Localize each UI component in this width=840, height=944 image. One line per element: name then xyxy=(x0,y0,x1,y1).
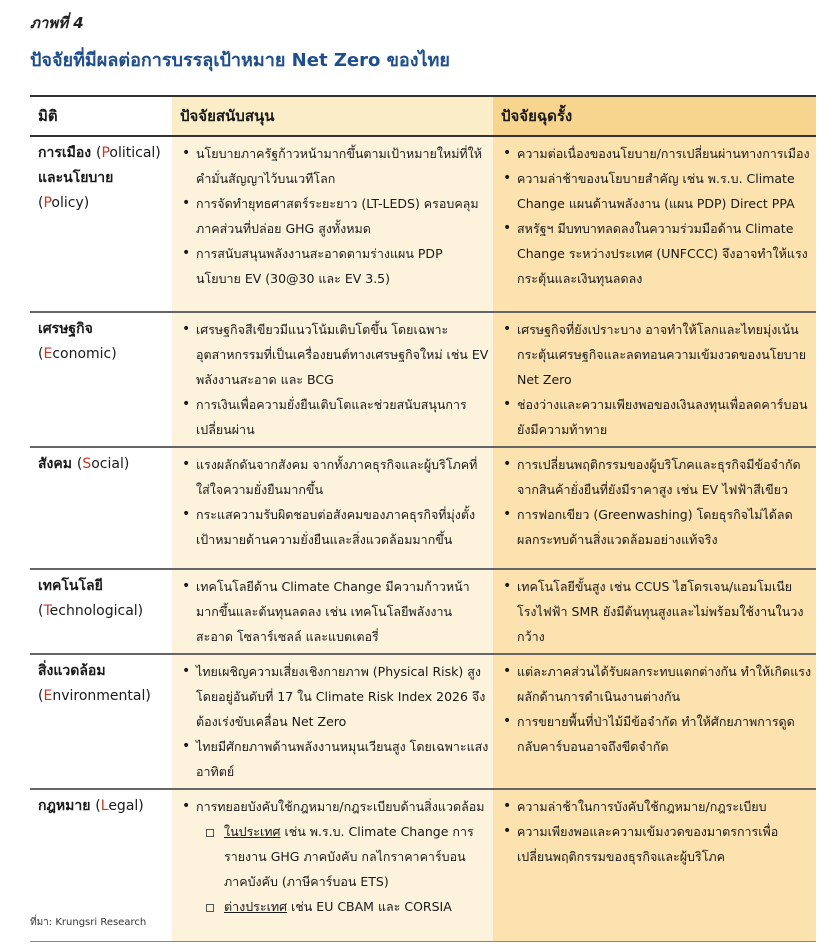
table-row xyxy=(30,312,816,447)
dimension-label: สิ่งแวดล้อม (Environmental) xyxy=(38,663,151,704)
list-item: • แต่ละภาคส่วนได้รับผลกระทบแตกต่างกัน ทำให้เกิดแรงผลักด้านการดำเนินงานต่างกัน xyxy=(517,659,812,709)
support-cell xyxy=(172,654,493,789)
list-item: • เทคโนโลยีด้าน Climate Change มีความก้าวหน้ามากขึ้นและต้นทุนลดลง เช่น เทคโนโลยีพลังงานสะอาด โซลาร์เซลล์ และแบตเตอรี่ xyxy=(196,574,489,649)
list-item: • ความเพียงพอและความเข้มงวดของมาตรการเพื่อเปลี่ยนพฤติกรรมของธุรกิจและผู้บริโภค xyxy=(517,819,812,869)
list-item: • การเปลี่ยนพฤติกรรมของผู้บริโภคและธุรกิจมีข้อจำกัดจากสินค้ายั่งยืนที่ยังมีราคาสูง เช่น EV ไฟฟ้าสีเขียว xyxy=(517,452,812,502)
support-cell xyxy=(172,789,493,941)
table-row xyxy=(30,789,816,941)
hinder-cell xyxy=(493,654,816,789)
list-item: • ความล่าช้าของนโยบายสำคัญ เช่น พ.ร.บ. Climate Change แผนด้านพลังงาน (แผน PDP) Direct PPA xyxy=(517,166,812,216)
list-item: • กระแสความรับผิดชอบต่อสังคมของภาคธุรกิจที่มุ่งตั้งเป้าหมายด้านความยั่งยืนและสิ่งแวดล้อมมากขึ้น xyxy=(196,502,489,552)
list-item: • การสนับสนุนพลังงานสะอาดตามร่างแผน PDP นโยบาย EV (30@30 และ EV 3.5) xyxy=(196,241,489,291)
header-support: ปัจจัยสนับสนุน xyxy=(172,96,493,136)
list-item: • เศรษฐกิจที่ยังเปราะบาง อาจทำให้โลกและไทยมุ่งเน้นกระตุ้นเศรษฐกิจและลดทอนความเข้มงวดของนโยบาย Net Zero xyxy=(517,317,812,392)
dimension-label: การเมือง (Political) และนโยบาย (Policy) xyxy=(38,145,161,211)
hinder-cell xyxy=(493,447,816,569)
list-item: • การฟอกเขียว (Greenwashing) โดยธุรกิจไม่ได้ลดผลกระทบด้านสิ่งแวดล้อมอย่างแท้จริง xyxy=(517,502,812,552)
dimension-cell xyxy=(30,312,172,447)
table-row xyxy=(30,447,816,569)
table-row xyxy=(30,569,816,654)
header-hinder: ปัจจัยฉุดรั้ง xyxy=(493,96,816,136)
header-dimension: มิติ xyxy=(30,96,172,136)
list-item: • การขยายพื้นที่ป่าไม้มีข้อจำกัด ทำให้ศักยภาพการดูดกลับคาร์บอนอาจถึงขีดจำกัด xyxy=(517,709,812,759)
hinder-cell xyxy=(493,569,816,654)
hinder-cell xyxy=(493,312,816,447)
list-item: • การจัดทำยุทธศาสตร์ระยะยาว (LT-LEDS) ครอบคลุมภาคส่วนที่ปล่อย GHG สูงทั้งหมด xyxy=(196,191,489,241)
dimension-label: เทคโนโลยี (Technological) xyxy=(38,578,144,619)
dimension-label: กฎหมาย (Legal) xyxy=(38,798,144,814)
dimension-label: สังคม (Social) xyxy=(38,456,130,472)
support-cell xyxy=(172,569,493,654)
dimension-cell xyxy=(30,654,172,789)
figure-title: ปัจจัยที่มีผลต่อการบรรลุเป้าหมาย Net Zero ของไทย xyxy=(30,50,450,71)
dimension-label: เศรษฐกิจ (Economic) xyxy=(38,321,117,362)
sub-list-item: ต่างประเทศ เช่น EU CBAM และ CORSIA xyxy=(224,894,489,919)
support-cell xyxy=(172,312,493,447)
sub-list-item: ในประเทศ เช่น พ.ร.บ. Climate Change การรายงาน GHG ภาคบังคับ กลไกราคาคาร์บอนภาคบังคับ (ภาษีคาร์บอน ETS) xyxy=(224,819,489,894)
dimension-cell xyxy=(30,136,172,312)
list-item: • แรงผลักดันจากสังคม จากทั้งภาคธุรกิจและผู้บริโภคที่ใส่ใจความยั่งยืนมากขึ้น xyxy=(196,452,489,502)
support-cell xyxy=(172,136,493,312)
list-item: • ความต่อเนื่องของนโยบาย/การเปลี่ยนผ่านทางการเมือง xyxy=(517,141,812,166)
support-cell xyxy=(172,447,493,569)
figure-number: ภาพที่ 4 xyxy=(30,14,84,32)
list-item: • สหรัฐฯ มีบทบาทลดลงในความร่วมมือด้าน Climate Change ระหว่างประเทศ (UNFCCC) จึงอาจทำให้แรงกระตุ้นและเงินทุนลดลง xyxy=(517,216,812,291)
table-row xyxy=(30,136,816,312)
table-header-row xyxy=(30,96,816,136)
hinder-cell xyxy=(493,789,816,941)
list-item: • เทคโนโลยีขั้นสูง เช่น CCUS ไฮโดรเจน/แอมโมเนีย โรงไฟฟ้า SMR ยังมีต้นทุนสูงและไม่พร้อมใช้งานในวงกว้าง xyxy=(517,574,812,649)
list-item: • ไทยมีศักยภาพด้านพลังงานหมุนเวียนสูง โดยเฉพาะแสงอาทิตย์ xyxy=(196,734,489,784)
factors-table xyxy=(30,95,816,942)
list-item: • การเงินเพื่อความยั่งยืนเติบโตและช่วยสนับสนุนการเปลี่ยนผ่าน xyxy=(196,392,489,442)
dimension-cell xyxy=(30,447,172,569)
list-item: • นโยบายภาครัฐก้าวหน้ามากขึ้นตามเป้าหมายใหม่ที่ให้คำมั่นสัญญาไว้บนเวทีโลก xyxy=(196,141,489,191)
hinder-cell xyxy=(493,136,816,312)
list-item: • เศรษฐกิจสีเขียวมีแนวโน้มเติบโตขึ้น โดยเฉพาะอุตสาหกรรมที่เป็นเครื่องยนต์ทางเศรษฐกิจใหม่ เช่น EV พลังงานสะอาด และ BCG xyxy=(196,317,489,392)
list-item: • การทยอยบังคับใช้กฎหมาย/กฎระเบียบด้านสิ่งแวดล้อม ในประเทศ เช่น พ.ร.บ. Climate Change การรายงาน GHG ภาคบังคับ กลไกราคาคาร์บอนภาคบังคับ (ภาษีคาร์บอน ETS) ต่างประเทศ เช่น EU CBAM และ CORSIA xyxy=(196,794,489,919)
table-row xyxy=(30,654,816,789)
dimension-cell xyxy=(30,569,172,654)
list-item: • ช่องว่างและความเพียงพอของเงินลงทุนเพื่อลดคาร์บอนยังมีความท้าทาย xyxy=(517,392,812,442)
list-item: • ไทยเผชิญความเสี่ยงเชิงกายภาพ (Physical Risk) สูง โดยอยู่อันดับที่ 17 ใน Climate Risk Index 2026 จึงต้องเร่งขับเคลื่อน Net Zero xyxy=(196,659,489,734)
list-item: • ความล่าช้าในการบังคับใช้กฎหมาย/กฎระเบียบ xyxy=(517,794,812,819)
source-note: ที่มา: Krungsri Research xyxy=(30,917,147,928)
